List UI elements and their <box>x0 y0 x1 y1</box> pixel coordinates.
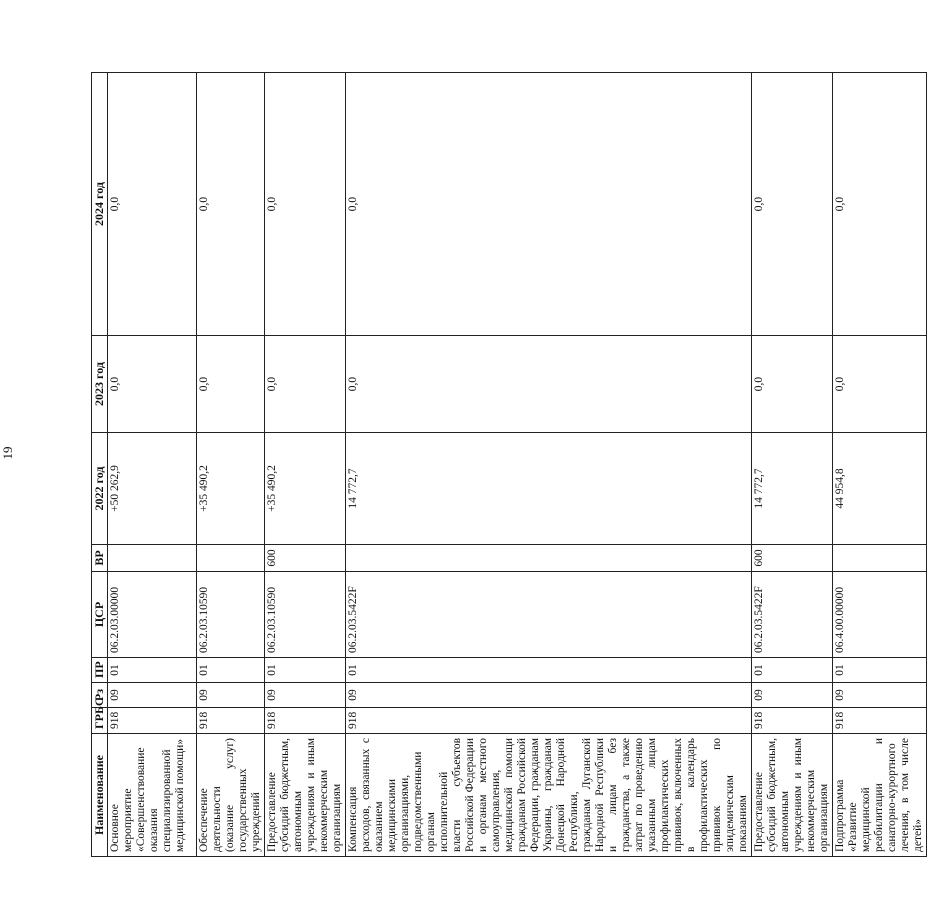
row-grbs: 918 <box>265 708 346 734</box>
row-rz: 09 <box>833 683 927 708</box>
header-rz: Рз <box>92 683 108 708</box>
table-row <box>752 73 833 857</box>
row-pr: 01 <box>833 658 927 683</box>
row-grbs: 918 <box>346 708 752 734</box>
row-rz: 09 <box>265 683 346 708</box>
table-row <box>197 73 265 857</box>
row-grbs: 918 <box>108 708 197 734</box>
row-2022: 44 954,8 <box>833 433 927 545</box>
row-2024: 0,0 <box>833 73 927 336</box>
row-grbs: 918 <box>197 708 265 734</box>
row-2024: 0,0 <box>752 73 833 336</box>
row-2024: 0,0 <box>108 73 197 336</box>
row-2023: 0,0 <box>833 336 927 433</box>
row-name: Предоставление субсидий бюджетным, автономным учреждениям и иным некоммерческим организациям <box>265 734 346 857</box>
header-csr: ЦСР <box>92 572 108 658</box>
row-grbs: 918 <box>833 708 927 734</box>
row-2022: 14 772,7 <box>346 433 752 545</box>
row-pr: 01 <box>265 658 346 683</box>
row-pr: 01 <box>108 658 197 683</box>
table-header-row <box>92 73 108 857</box>
row-csr: 06.4.00.00000 <box>833 572 927 658</box>
row-name: Предоставление субсидий бюджетным, автономным учреждениям и иным некоммерческим организациям <box>752 734 833 857</box>
row-vr: 600 <box>265 545 346 572</box>
header-2022: 2022 год <box>92 433 108 545</box>
row-pr: 01 <box>346 658 752 683</box>
row-vr <box>346 545 752 572</box>
row-2022: +35 490,2 <box>197 433 265 545</box>
row-pr: 01 <box>197 658 265 683</box>
row-name: Компенсация расходов, связанных с оказанием медицинскими организациями, подведомственными органам исполнительной власти субъектов Российской Федерации и органам местного самоуправления, медицинской помощи гражданам Российской Федерации, гражданам Украины, гражданам Донецкой Народной Республики, гражданам Луганской Народной Республики и лицам без гражданства, а также затрат по проведению указанным лицам профилактических прививок, включенных в календарь профилактических прививок по эпидемическим показаниям <box>346 734 752 857</box>
row-2024: 0,0 <box>197 73 265 336</box>
header-2024: 2024 год <box>92 73 108 336</box>
table-row <box>346 73 752 857</box>
row-2024: 0,0 <box>265 73 346 336</box>
row-csr: 06.2.03.10590 <box>265 572 346 658</box>
row-vr <box>108 545 197 572</box>
row-name: Обеспечение деятельности (оказание услуг) государственных учреждений <box>197 734 265 857</box>
row-2022: +35 490,2 <box>265 433 346 545</box>
row-2023: 0,0 <box>197 336 265 433</box>
row-vr <box>197 545 265 572</box>
row-vr: 600 <box>752 545 833 572</box>
table-row <box>108 73 197 857</box>
header-vr: ВР <box>92 545 108 572</box>
row-rz: 09 <box>108 683 197 708</box>
row-2024: 0,0 <box>346 73 752 336</box>
page-number <box>0 438 16 468</box>
row-name: Основное мероприятие «Совершенствование оказания специализированной медицинской помощи» <box>108 734 197 857</box>
row-2023: 0,0 <box>752 336 833 433</box>
header-grbs: ГРБС <box>92 708 108 734</box>
row-2023: 0,0 <box>108 336 197 433</box>
table-row <box>833 73 927 857</box>
row-rz: 09 <box>197 683 265 708</box>
row-rz: 09 <box>346 683 752 708</box>
row-name: Подпрограмма «Развитие медицинской реабилитации и санаторно-курортного лечения, в том числе детей» <box>833 734 927 857</box>
table-row <box>265 73 346 857</box>
row-csr: 06.2.03.5422F <box>752 572 833 658</box>
header-pr: ПР <box>92 658 108 683</box>
budget-table <box>91 72 927 857</box>
row-csr: 06.2.03.5422F <box>346 572 752 658</box>
row-2023: 0,0 <box>346 336 752 433</box>
row-rz: 09 <box>752 683 833 708</box>
row-pr: 01 <box>752 658 833 683</box>
row-2022: +50 262,9 <box>108 433 197 545</box>
row-grbs: 918 <box>752 708 833 734</box>
header-2023: 2023 год <box>92 336 108 433</box>
page-number-text: 19 <box>0 446 15 460</box>
header-name: Наименование <box>92 734 108 857</box>
budget-table-container <box>91 73 924 857</box>
row-vr <box>833 545 927 572</box>
row-2023: 0,0 <box>265 336 346 433</box>
row-csr: 06.2.03.00000 <box>108 572 197 658</box>
row-csr: 06.2.03.10590 <box>197 572 265 658</box>
row-2022: 14 772,7 <box>752 433 833 545</box>
